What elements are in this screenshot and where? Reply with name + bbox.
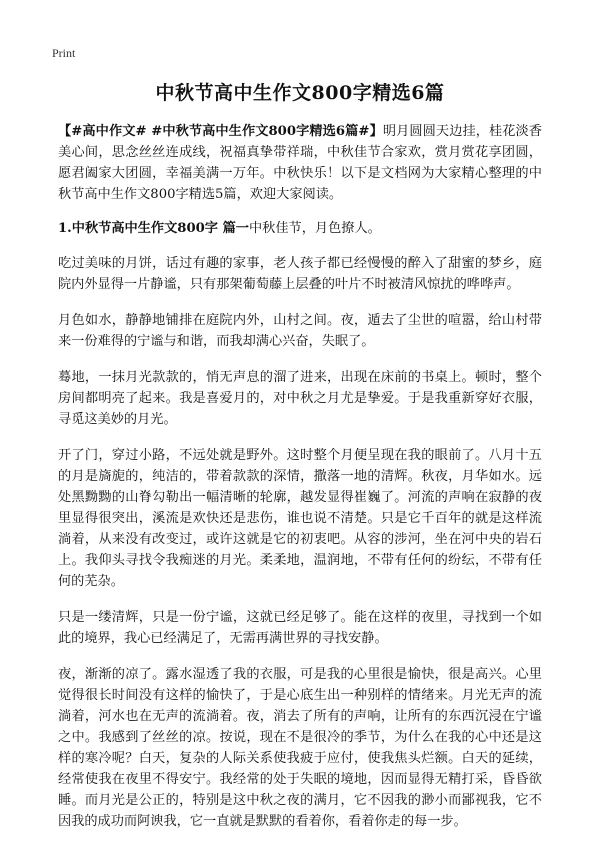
paragraph-1: 吃过美味的月饼，话过有趣的家事，老人孩子都已经慢慢的醉入了甜蜜的梦乡，庭院内外显得一片静谧，只有那架葡萄藤上层叠的叶片不时被清风惊扰的哗哗声。 bbox=[58, 256, 542, 292]
section-heading bbox=[58, 218, 542, 239]
section-subtitle: 中秋佳节，月色撩人。 bbox=[248, 221, 381, 236]
paragraph-5: 只是一缕清辉，只是一份宁谧，这就已经足够了。能在这样的夜里，寻找到一个如此的境界，我心已经满足了，无需再满世界的寻找安静。 bbox=[58, 610, 542, 646]
document-body bbox=[58, 121, 542, 847]
document-title: 中秋节高中生作文800字精选6篇 bbox=[155, 82, 445, 104]
paragraph-4: 开了门，穿过小路，不远处就是野外。这时整个月便呈现在我的眼前了。八月十五的月是旖旎的，纯洁的，带着款款的深情，撒落一地的清辉。秋夜，月华如水。远处黑黝黝的山脊勾勒出一幅清晰的轮廓，越发显得崔巍了。河流的声响在寂静的夜里显得很突出，溪流是欢快还是悲伤，谁也说不清楚。只是它千百年的就是这样流淌着，从来没有改变过，或许这就是它的初衷吧。从容的涉河，坐在河中央的岩石上。我仰头寻找令我痴迷的月光。柔柔地，温润地，不带有任何的纷纭，不带有任何的芜杂。 bbox=[58, 448, 542, 589]
intro-tag: 【#高中作文# #中秋节高中生作文800字精选6篇#】 bbox=[58, 124, 383, 139]
section-heading-title: 1.中秋节高中生作文800字 篇一 bbox=[58, 221, 249, 236]
paragraph-3: 蓦地，一抹月光款款的，悄无声息的溜了进来，出现在床前的书桌上。顿时，整个房间都明亮了起来。我是喜爱月的，对中秋之月尤是挚爱。于是我重新穿好衣服，寻觅这美妙的月光。 bbox=[58, 370, 542, 427]
print-label: Print bbox=[52, 46, 76, 60]
intro-text: 明月圆圆天边挂，桂花淡香美心间，思念丝丝连成线，祝福真挚带祥瑞，中秋佳节合家欢，赏月赏花享团圆，愿君阖家大团圆，幸福美满一万年。中秋快乐！以下是文档网为大家精心整理的中秋节高中生作文800字精选5篇，欢迎大家阅读。 bbox=[58, 124, 542, 202]
intro-paragraph bbox=[58, 121, 542, 205]
paragraph-2: 月色如水，静静地铺排在庭院内外，山村之间。夜，遁去了尘世的喧嚣，给山村带来一份难得的宁谧与和谐，而我却满心兴奋，失眠了。 bbox=[58, 313, 542, 349]
paragraph-6: 夜，渐渐的凉了。露水湿透了我的衣服，可是我的心里很是愉快，很是高兴。心里觉得很长时间没有这样的愉快了，于是心底生出一种别样的情绪来。月光无声的流淌着，河水也在无声的流淌着。夜，消去了所有的声响，让所有的东西沉浸在宁谧之中。我感到了丝丝的凉。按说，现在不是很冷的季节，为什么在我的心中还是这样的寒冷呢？白天，复杂的人际关系使我疲于应付，使我焦头烂额。白天的延续，经常使我在夜里不得安宁。我经常的处于失眠的境地，因而显得无精打采，昏昏欲睡。而月光是公正的，特别是这中秋之夜的满月，它不因我的渺小而鄙视我，它不因我的成功而阿谀我，它一直就是默默的看着你，看着你走的每一步。 bbox=[58, 667, 542, 829]
